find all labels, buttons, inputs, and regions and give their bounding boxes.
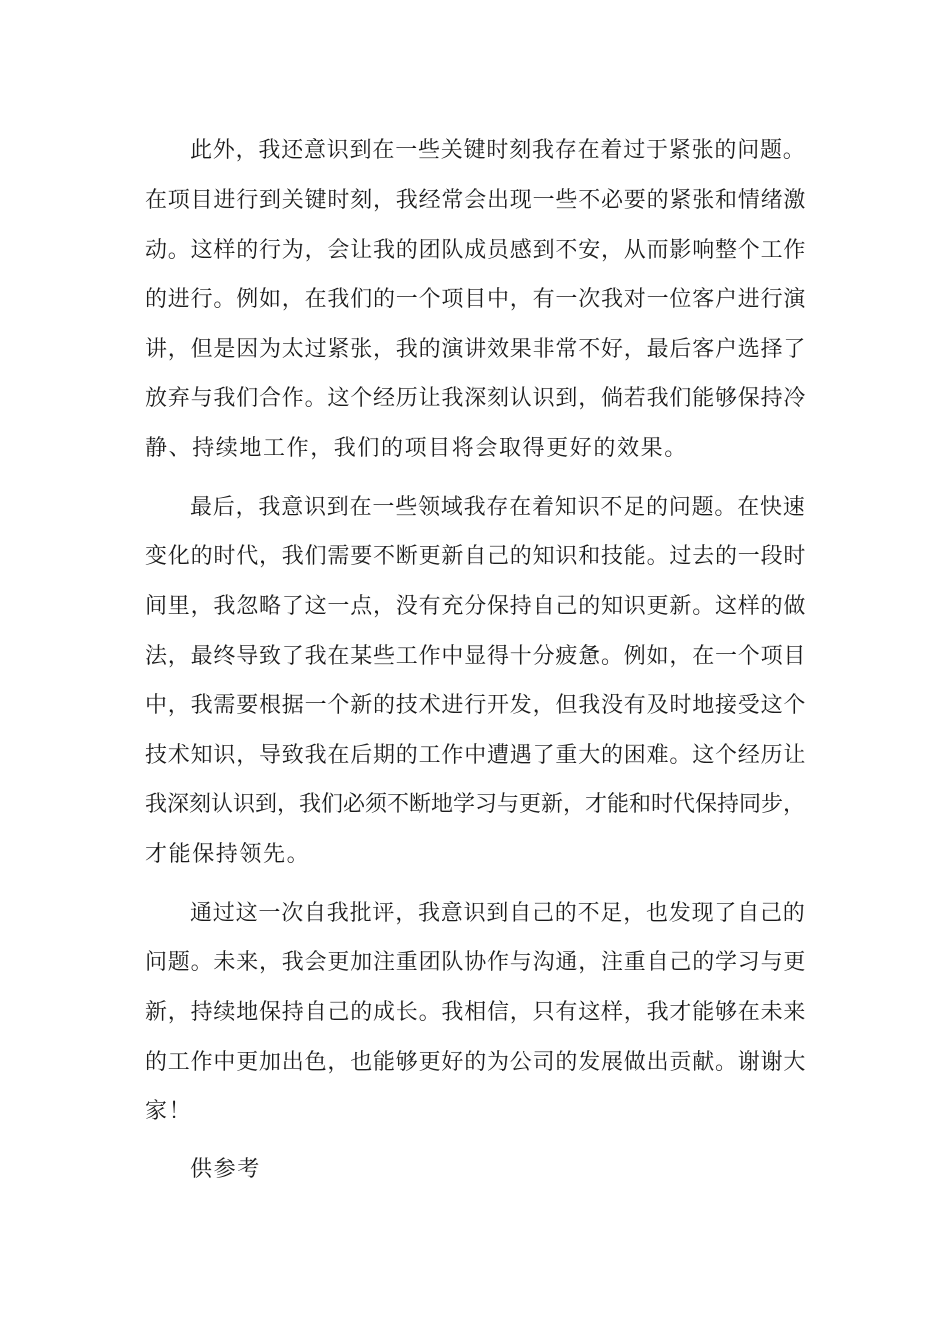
paragraph-1-line-2: 在项目进行到关键时刻，我经常会出现一些不必要的紧张和情绪激 [145,188,807,213]
paragraph-2-line-8: 才能保持领先。 [145,842,311,867]
paragraph-2-line-4: 法，最终导致了我在某些工作中显得十分疲惫。例如，在一个项目 [145,644,807,669]
paragraph-2-line-1: 最后，我意识到在一些领域我存在着知识不足的问题。在快速 [190,495,806,520]
paragraph-3-line-4: 的工作中更加出色，也能够更好的为公司的发展做出贡献。谢谢大 [145,1050,807,1075]
paragraph-1-line-6: 放弃与我们合作。这个经历让我深刻认识到，倘若我们能够保持冷 [145,386,807,411]
reference-note: 供参考 [190,1157,261,1182]
paragraph-1-line-3: 动。这样的行为，会让我的团队成员感到不安，从而影响整个工作 [145,238,807,263]
paragraph-3-line-3: 新，持续地保持自己的成长。我相信，只有这样，我才能够在未来 [145,1000,807,1025]
paragraph-3-line-2: 问题。未来，我会更加注重团队协作与沟通，注重自己的学习与更 [145,950,807,975]
paragraph-2-line-6: 技术知识，导致我在后期的工作中遭遇了重大的困难。这个经历让 [145,743,807,768]
paragraph-2-line-7: 我深刻认识到，我们必须不断地学习与更新，才能和时代保持同步， [145,792,806,817]
paragraph-3-line-1: 通过这一次自我批评，我意识到自己的不足，也发现了自己的 [190,901,806,926]
paragraph-3-line-5: 家！ [145,1099,193,1124]
paragraph-1-line-4: 的进行。例如，在我们的一个项目中，有一次我对一位客户进行演 [145,287,807,312]
paragraph-2-line-3: 间里，我忽略了这一点，没有充分保持自己的知识更新。这样的做 [145,594,807,619]
paragraph-2-line-5: 中，我需要根据一个新的技术进行开发，但我没有及时地接受这个 [145,693,807,718]
paragraph-1-line-1: 此外，我还意识到在一些关键时刻我存在着过于紧张的问题。 [190,138,806,163]
paragraph-1-line-7: 静、持续地工作，我们的项目将会取得更好的效果。 [145,436,688,461]
paragraph-1-line-5: 讲，但是因为太过紧张，我的演讲效果非常不好，最后客户选择了 [145,337,807,362]
paragraph-2-line-2: 变化的时代，我们需要不断更新自己的知识和技能。过去的一段时 [145,544,807,569]
